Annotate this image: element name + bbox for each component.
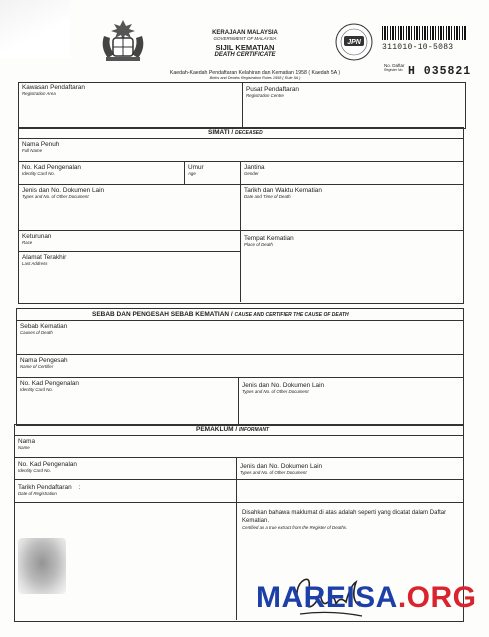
label-english: Types and No. of Other Document <box>22 194 89 200</box>
field-alamat-terakhir <box>22 254 66 266</box>
label-english: Date and Time of Death <box>244 194 291 200</box>
label-malay: No. Kad Pengenalan <box>18 461 77 468</box>
divider <box>242 82 243 128</box>
label-english: Identity Card No. <box>18 468 51 474</box>
label-malay: Jantina <box>244 164 265 171</box>
field-pusat <box>246 86 299 98</box>
official-stamp <box>18 538 66 594</box>
label-english: Registration Area <box>22 91 56 97</box>
divider <box>238 377 239 424</box>
label-malay: Pusat Pendaftaran <box>246 86 299 93</box>
divider <box>14 457 463 458</box>
label-malay: Tempat Kematian <box>244 235 294 242</box>
field-kawasan <box>22 84 85 96</box>
label-malay: Sebab Kematian <box>20 323 68 330</box>
label-malay: Nama Penuh <box>22 141 60 148</box>
jpn-logo-text: JPN <box>347 39 361 46</box>
section-informant-title <box>196 426 269 433</box>
label-malay: Alamat Terakhir <box>22 254 67 261</box>
divider <box>236 457 237 620</box>
label-malay: Jenis dan No. Dokumen Lain <box>242 382 325 389</box>
label-malay: Umur <box>188 164 204 171</box>
field-kad-pemaklum <box>18 461 77 473</box>
field-sebab-kematian <box>20 323 67 335</box>
section-title-malay: PEMAKLUM / <box>196 426 238 433</box>
label-english: Name of Certifier <box>20 364 54 370</box>
field-nama-pemaklum <box>18 438 35 450</box>
divider <box>16 320 463 321</box>
label-malay: No. Kad Pengenalan <box>22 164 81 171</box>
certificate-heading <box>170 30 320 58</box>
label-english: Causes of Death <box>20 330 53 336</box>
divider <box>16 377 463 378</box>
label-english: Identity Card No. <box>22 171 55 177</box>
field-dokumen-pengesah <box>242 382 324 394</box>
label-english: Name <box>18 445 30 451</box>
cause-box <box>16 308 464 426</box>
divider <box>240 230 241 302</box>
colon: : <box>78 484 81 491</box>
label-malay: Kawasan Pendaftaran <box>22 84 85 91</box>
title-malay: SIJIL KEMATIAN <box>215 43 275 52</box>
section-cause-title <box>92 311 349 318</box>
field-kad-pengesah <box>20 380 79 392</box>
field-nama-pengesah <box>20 357 68 369</box>
label-english: Place of Death <box>244 242 273 248</box>
rules-malay: Kaedah-Kaedah Pendaftaran Kelahiran dan Kematian 1958 ( Kaedah 5A ) <box>169 70 341 76</box>
divider <box>14 479 463 480</box>
label-english: Age <box>188 171 196 177</box>
divider <box>16 354 463 355</box>
label-english: Full Name <box>22 148 43 154</box>
section-deceased-title <box>208 129 263 136</box>
certification-malay: Disahkan bahawa maklumat di atas adalah seperti yang dicatat dalam Daftar Kematian. <box>242 510 447 524</box>
label-malay: Jenis dan No. Dokumen Lain <box>22 187 105 194</box>
jpn-logo-icon <box>334 22 374 62</box>
watermark-part2: .ORG <box>397 581 477 614</box>
rules-english: Births and Deaths Registration Rules 1958 ( Rule 5A ) <box>209 76 301 80</box>
coat-of-arms-icon <box>98 18 148 62</box>
deceased-box <box>18 127 464 304</box>
watermark-part1: MAREISA <box>256 581 398 614</box>
serial-number: H 035821 <box>408 65 472 78</box>
section-title-malay: SEBAB DAN PENGESAH SEBAB KEMATIAN / <box>92 311 233 318</box>
certification-english: Certified as a true extract from the Register of Deaths. <box>242 525 348 530</box>
certification-note <box>242 510 457 530</box>
field-tempat-kematian <box>244 235 294 247</box>
label-english: Registration Centre <box>246 93 284 99</box>
label-english: Date of Registration <box>18 491 57 497</box>
label-english: Gender <box>244 171 259 177</box>
divider <box>18 251 241 252</box>
divider <box>18 138 463 139</box>
title-english: DEATH CERTIFICATE <box>214 52 276 58</box>
field-tarikh-kematian <box>244 187 322 199</box>
divider <box>184 161 185 184</box>
label-english: Identity Card No. <box>20 387 53 393</box>
field-umur <box>188 164 204 176</box>
section-title-english: DECEASED <box>234 130 263 136</box>
label-english: Last Address <box>22 261 48 267</box>
register-no-label <box>384 63 405 72</box>
barcode <box>382 26 466 40</box>
section-title-english: CAUSE AND CERTIFIER THE CAUSE OF DEATH <box>234 312 349 318</box>
register-no-malay: No. Daftar <box>384 63 405 68</box>
field-jantina <box>244 164 265 176</box>
register-no-english: Register No. <box>384 68 404 72</box>
label-english: Types and No. of Other Document <box>240 470 307 476</box>
field-keturunan <box>22 233 52 245</box>
section-title-malay: SIMATI / <box>208 129 234 136</box>
label-english: Types and No. of Other Document <box>242 389 309 395</box>
field-dokumen-lain <box>22 187 104 199</box>
label-malay: Nama Pengesah <box>20 357 68 364</box>
label-malay: Tarikh Pendaftaran <box>18 484 72 491</box>
label-malay: Tarikh dan Waktu Kematian <box>244 187 322 194</box>
label-malay: No. Kad Pengenalan <box>20 380 79 387</box>
scan-shadow <box>0 0 70 58</box>
section-title-english: INFORMANT <box>238 427 269 433</box>
rules-line <box>140 70 370 80</box>
field-kad-pengenalan <box>22 164 81 176</box>
gov-english: GOVERNMENT OF MALAYSIA <box>213 36 277 41</box>
field-tarikh-pendaftaran <box>18 484 81 496</box>
label-english: Race <box>22 240 33 246</box>
label-malay: Keturunan <box>22 233 52 240</box>
field-dokumen-pemaklum <box>240 463 322 475</box>
field-nama-penuh <box>22 141 59 153</box>
label-malay: Nama <box>18 438 36 445</box>
barcode-number: 311010-10-5083 <box>382 43 454 52</box>
watermark <box>256 581 477 615</box>
label-malay: Jenis dan No. Dokumen Lain <box>240 463 323 470</box>
gov-malay: KERAJAAN MALAYSIA <box>212 30 278 36</box>
divider <box>14 502 463 503</box>
divider <box>240 161 241 230</box>
divider <box>14 435 463 436</box>
